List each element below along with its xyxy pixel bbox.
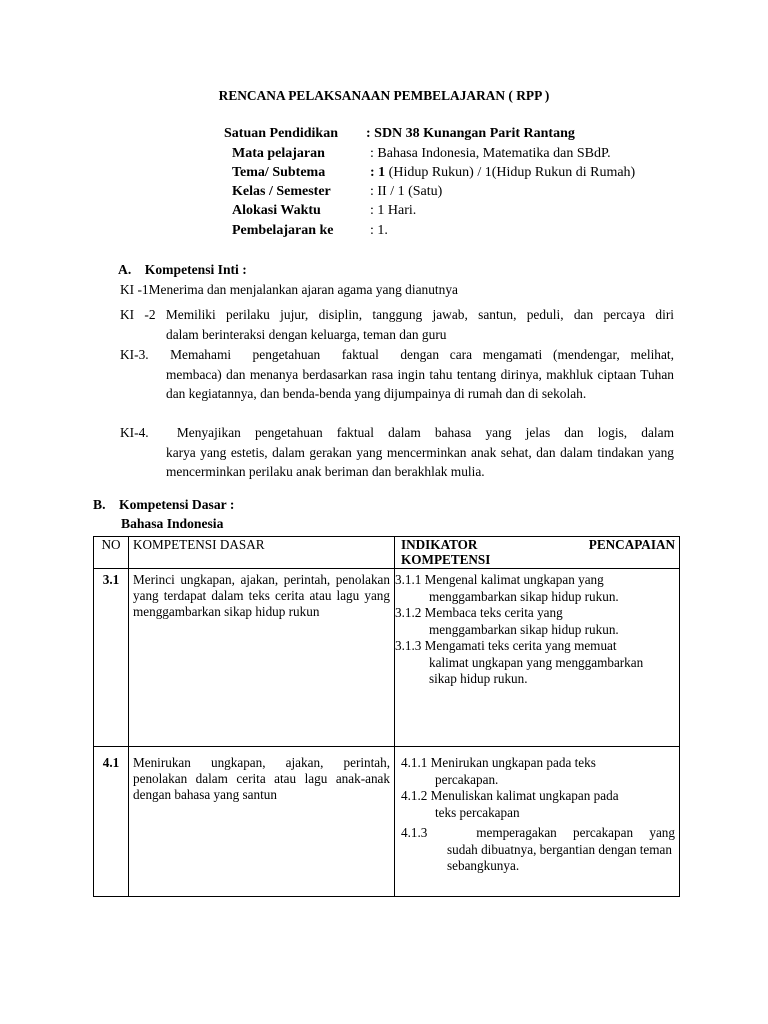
indicator-continuation: sudah dibuatnya, bergantian dengan teman sebangkunya. <box>447 841 672 873</box>
table-header-row <box>94 537 680 569</box>
indicator-continuation: teks percakapan <box>435 804 520 820</box>
table-row <box>94 569 680 747</box>
info-label-mapel: Mata pelajaran <box>232 146 325 161</box>
indicator-continuation: menggambarkan sikap hidup rukun. <box>429 621 619 637</box>
indicator-item: 4.1.1 Menirukan ungkapan pada teks <box>401 755 596 770</box>
row-indicators <box>395 569 680 747</box>
header-kompetensi-word: KOMPETENSI <box>401 552 491 567</box>
indicator-item: 3.1.2 Membaca teks cerita yang <box>395 605 563 620</box>
info-value-alokasi: : 1 Hari. <box>370 203 417 218</box>
row-no: 3.1 <box>94 569 129 747</box>
header-no: NO <box>94 537 129 569</box>
section-a-heading: A. Kompetensi Inti : <box>118 262 247 277</box>
ki-4 <box>120 423 674 482</box>
indicator-item: 3.1.1 Mengenal kalimat ungkapan yang <box>395 572 604 587</box>
section-b-heading: B. Kompetensi Dasar : <box>93 497 235 512</box>
indicator-continuation: kalimat ungkapan yang menggambarkan sikap hidup rukun. <box>429 654 644 686</box>
info-value-kelas: : II / 1 (Satu) <box>370 184 443 199</box>
section-b-subject: Bahasa Indonesia <box>121 516 224 531</box>
info-value-satuan: : SDN 38 Kunangan Parit Rantang <box>366 126 575 141</box>
header-kd: KOMPETENSI DASAR <box>129 537 395 569</box>
info-label-alokasi: Alokasi Waktu <box>232 203 321 218</box>
indicator-item: 4.1.2 Menuliskan kalimat ungkapan pada <box>401 788 619 803</box>
row-no: 4.1 <box>94 747 129 897</box>
ki-1-text: KI -1Menerima dan menjalankan ajaran agama yang dianutnya <box>120 282 458 297</box>
info-label-pembelajaran: Pembelajaran ke <box>232 223 334 238</box>
ki-1 <box>120 280 674 300</box>
ki-4-first: KI-4. Menyajikan pengetahuan faktual dalam bahasa yang jelas dan logis, dalam <box>120 425 674 440</box>
ki-3-first: KI-3. Memahami pengetahuan faktual dengan cara mengamati (mendengar, melihat, <box>120 347 674 362</box>
table-row <box>94 747 680 897</box>
ki-4-rest: karya yang estetis, dalam gerakan yang mencerminkan anak sehat, dan dalam tindakan yang mencerminkan perilaku anak beriman dan berakhlak mulia. <box>166 444 674 479</box>
info-value-tema <box>370 165 635 181</box>
info-value-tema-number: : 1 <box>370 165 386 180</box>
header-pencapaian-word: PENCAPAIAN <box>588 537 675 552</box>
info-label-tema: Tema/ Subtema <box>232 165 326 180</box>
ki-3 <box>120 345 674 404</box>
info-value-mapel: : Bahasa Indonesia, Matematika dan SBdP. <box>370 146 611 161</box>
ki-2 <box>120 305 674 344</box>
indicator-item: 4.1.3 memperagakan percakapan yang <box>401 825 675 840</box>
document-title: RENCANA PELAKSANAAN PEMBELAJARAN ( RPP ) <box>218 88 550 103</box>
row-kd: Merinci ungkapan, ajakan, perintah, penolakan yang terdapat dalam teks cerita atau lagu yang menggambarkan sikap hidup rukun <box>129 569 395 747</box>
kompetensi-table <box>93 536 680 897</box>
ki-2-first: KI -2 Memiliki perilaku jujur, disiplin, tanggung jawab, santun, peduli, dan percaya diri <box>120 307 674 322</box>
header-indikator <box>395 537 680 569</box>
indicator-continuation: percakapan. <box>435 771 499 787</box>
info-value-pembelajaran: : 1. <box>370 223 388 238</box>
ki-3-rest: membaca) dan menanya berdasarkan rasa ingin tahu tentang dirinya, makhluk ciptaan Tuhan dan kegiatannya, dan benda-benda yang dijumpainya di rumah dan di sekolah. <box>166 366 674 401</box>
ki-2-rest: dalam berinteraksi dengan keluarga, teman dan guru <box>166 326 447 342</box>
row-kd: Menirukan ungkapan, ajakan, perintah, penolakan dalam cerita atau lagu anak-anak dengan bahasa yang santun <box>129 747 395 897</box>
info-label-kelas: Kelas / Semester <box>232 184 331 199</box>
info-label-satuan: Satuan Pendidikan <box>224 126 338 141</box>
row-indicators <box>395 747 680 897</box>
header-indikator-word: INDIKATOR <box>401 537 478 552</box>
indicator-item: 3.1.3 Mengamati teks cerita yang memuat <box>395 638 617 653</box>
info-value-tema-text: (Hidup Rukun) / 1(Hidup Rukun di Rumah) <box>385 165 636 180</box>
indicator-continuation: menggambarkan sikap hidup rukun. <box>429 588 619 604</box>
